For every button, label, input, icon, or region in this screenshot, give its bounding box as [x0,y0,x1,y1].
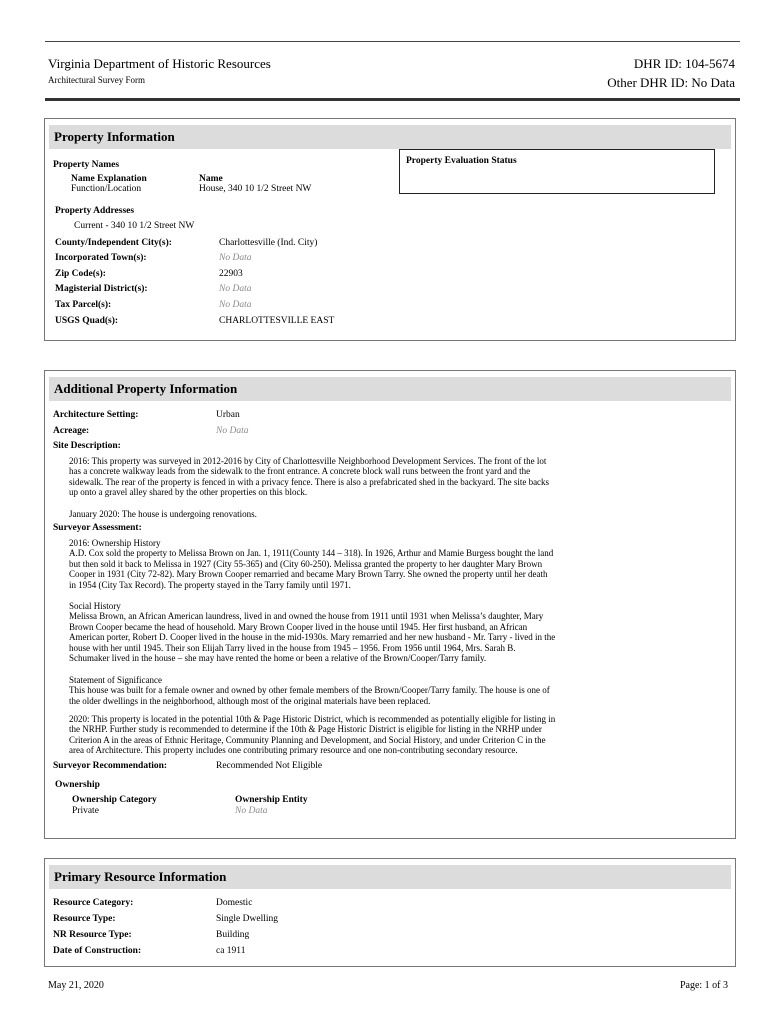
field-value: CHARLOTTESVILLE EAST [219,316,335,326]
section-title: Additional Property Information [49,377,731,401]
surveyor-recommendation-value: Recommended Not Eligible [216,761,323,771]
additional-information-section [44,370,736,839]
eligibility-2020-text: 2020: This property is located in the potential 10th & Page Historic District, which is recommended as potentially eligible for listing in the NRHP. Further study is recommended to determine if the 10th & Page Historic District is eligible for listing in the NRHP under Criterion A in the areas of Ethnic Heritage, Community Planning and Development, and Social History, and under Criterion C in the area of Architecture. This property includes one contributing primary resource and one non-contributing secondary resource. [69,714,556,756]
other-dhr-id: Other DHR ID: No Data [607,75,735,90]
header-bottom-rule [45,98,740,101]
name-explanation-header: Name Explanation [71,174,147,184]
evaluation-status-box [399,149,715,194]
statement-of-significance-text: Statement of Significance This house was built for a female owner and owned by other female members of the Brown/Cooper/Tarry family. The house is one of the older dwellings in the neighborhood, although most of the original materials have been replaced. [69,675,550,706]
page-indicator: Page: 1 of 3 [679,980,728,991]
property-information-section [44,118,736,341]
field-label: Resource Type: [53,914,116,924]
ownership-entity-value: No Data [235,806,268,816]
social-history-text: Social History Melissa Brown, an African American laundress, lived in and owned the house from 1911 until 1931 when Melissa’s daughter, Mary Brown Cooper became the head of household. Mary Brown Cooper lived in the house until 1945. Her first husband, an African American porter, Robert D. Cooper lived in the house in the mid-1930s. Mary remarried and her new husband - Mr. Tarry - lived in the house with her until 1945. Their son Elijah Tarry lived in the house from 1945 – 1956. From 1956 until 1964, Mrs. Sarah B. Schumaker lived in the house – she may have rented the home or been a relative of the Brown/Cooper/Tarry family. [69,601,556,664]
field-label: County/Independent City(s): [55,238,172,248]
field-label: Resource Category: [53,898,134,908]
name-explanation-value: Function/Location [71,184,142,194]
address-value: Current - 340 10 1/2 Street NW [74,221,195,231]
field-value: No Data [219,253,252,263]
field-value: No Data [219,284,252,294]
field-value: ca 1911 [216,946,246,956]
field-value: 22903 [219,269,243,279]
site-description-text: 2016: This property was surveyed in 2012-2016 by City of Charlottesville Neighborhood Development Services. The front of the lot has a concrete walkway leads from the sidewalk to the front entrance. A concrete block wall runs between the front yard and the sidewalk. The rear of the property is fenced in with a privacy fence. There is also a prefabricated shed in the backyard. The site backs up onto a gravel alley shared by the other properties on this block. [69,456,550,498]
field-label: Incorporated Town(s): [55,253,147,263]
field-label: Magisterial District(s): [55,284,148,294]
field-label: Date of Construction: [53,946,142,956]
name-header: Name [199,174,223,184]
site-description-update: January 2020: The house is undergoing renovations. [69,509,257,519]
evaluation-status-label: Property Evaluation Status [406,156,517,166]
architecture-setting-value: Urban [216,410,240,420]
architecture-setting-label: Architecture Setting: [53,410,139,420]
field-label: Zip Code(s): [55,269,106,279]
header-top-rule [45,41,740,42]
surveyor-assessment-label: Surveyor Assessment: [53,523,142,533]
org-title: Virginia Department of Historic Resources [48,56,271,71]
field-value: Domestic [216,898,253,908]
field-value: No Data [219,300,252,310]
field-label: NR Resource Type: [53,930,132,940]
site-description-label: Site Description: [53,441,121,451]
field-value: Charlottesville (Ind. City) [219,238,318,248]
name-value: House, 340 10 1/2 Street NW [199,184,312,194]
acreage-label: Acreage: [53,426,90,436]
ownership-history-text: 2016: Ownership History A.D. Cox sold the property to Melissa Brown on Jan. 1, 1911(County 144 – 318). In 1926, Arthur and Mamie Burgess bought the land but then sold it back to Melissa in 1927 (City 55-365) and (City 60-250). Melissa granted the property to her daughter Mary Brown Cooper in 1931 (City 72-82). Mary Brown Cooper remarried and became Mary Brown Tarry. She owned the property until her death in 1954 (City Tax Record). The property stayed in the Tarry family until 1971. [69,538,554,590]
acreage-value: No Data [216,426,249,436]
ownership-category-value: Private [72,806,99,816]
field-value: Single Dwelling [216,914,279,924]
footer-date: May 21, 2020 [48,980,104,991]
field-value: Building [216,930,250,940]
section-title: Primary Resource Information [49,865,731,889]
ownership-category-header: Ownership Category [72,795,157,805]
property-addresses-label: Property Addresses [55,206,135,216]
ownership-entity-header: Ownership Entity [235,795,308,805]
form-subtitle: Architectural Survey Form [48,75,145,85]
field-label: Tax Parcel(s): [55,300,112,310]
dhr-id: DHR ID: 104-5674 [633,56,735,71]
property-names-label: Property Names [53,160,120,170]
surveyor-recommendation-label: Surveyor Recommendation: [53,761,168,771]
field-label: USGS Quad(s): [55,316,119,326]
primary-resource-section [44,858,736,967]
section-title: Property Information [49,125,731,149]
ownership-label: Ownership [55,780,100,790]
